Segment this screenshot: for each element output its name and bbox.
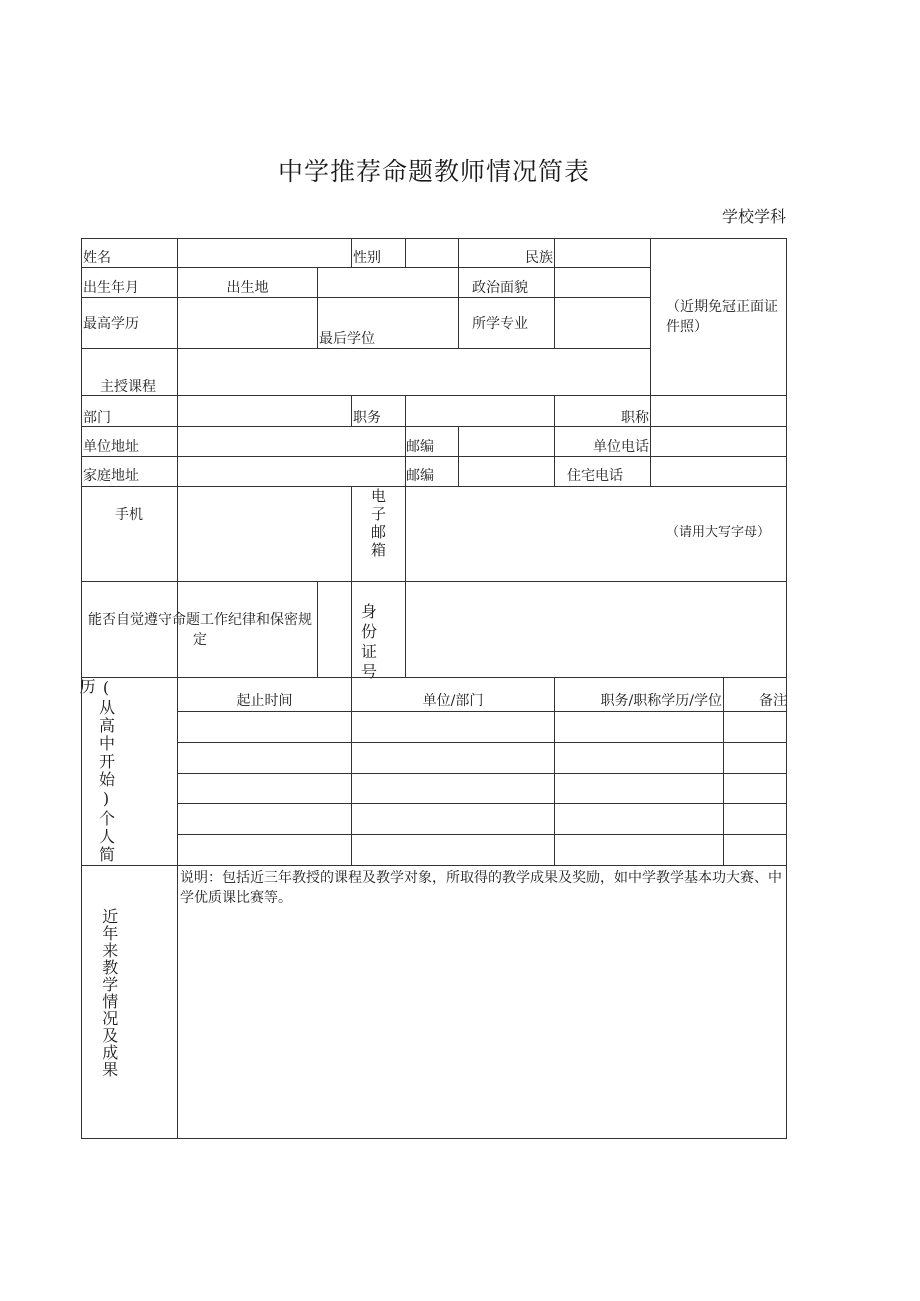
department-label: 部门	[83, 410, 111, 426]
gender-field[interactable]	[406, 239, 458, 268]
resume-header-period: 起止时间	[236, 693, 293, 709]
teaching-content-field[interactable]	[178, 912, 787, 1138]
home-phone-field[interactable]	[651, 457, 787, 486]
title-rank-field[interactable]	[651, 396, 787, 426]
id-number-field[interactable]	[406, 582, 787, 677]
political-status-field[interactable]	[555, 268, 650, 298]
home-address-field[interactable]	[178, 457, 405, 486]
birth-date-label: 出生年月	[83, 280, 139, 296]
resume-header-position: 职务/职称学历/学位	[600, 693, 722, 709]
mobile-label: 手机	[115, 507, 143, 523]
main-course-label: 主授课程	[100, 379, 156, 395]
discipline-answer-field[interactable]	[318, 582, 351, 677]
school-subject-label: 学校学科	[721, 207, 786, 226]
last-degree-label: 最后学位	[319, 331, 375, 347]
postcode-label-1: 邮编	[406, 439, 434, 455]
position-field[interactable]	[406, 396, 554, 426]
ethnicity-label: 民族	[525, 250, 553, 266]
resume-section-label: (从高中开始)个人简历	[77, 678, 116, 864]
page-title: 中学推荐命题教师情况简表	[277, 157, 590, 186]
main-course-field[interactable]	[178, 349, 650, 395]
gender-label: 性别	[353, 250, 381, 266]
home-address-label: 家庭地址	[83, 468, 139, 484]
email-note: （请用大写字母）	[666, 525, 771, 540]
postcode-field-2[interactable]	[459, 457, 554, 486]
resume-header-remarks: 备注	[759, 693, 787, 709]
department-field[interactable]	[178, 396, 351, 426]
resume-header-unit: 单位/部门	[422, 693, 484, 709]
postcode-label-2: 邮编	[406, 468, 434, 484]
education-field[interactable]	[178, 298, 317, 348]
ethnicity-field[interactable]	[555, 239, 650, 268]
name-label: 姓名	[83, 250, 111, 266]
postcode-field-1[interactable]	[459, 427, 554, 456]
table-row[interactable]	[178, 743, 787, 773]
title-rank-label: 职称	[621, 410, 649, 426]
table-row[interactable]	[178, 835, 787, 865]
education-label: 最高学历	[83, 316, 139, 332]
work-address-label: 单位地址	[83, 439, 139, 455]
position-label: 职务	[353, 410, 381, 426]
teaching-section-label: 近年来教学情况及成果	[99, 908, 119, 1078]
work-address-field[interactable]	[178, 427, 405, 456]
discipline-question-label: 能否自觉遵守命题工作纪律和保密规定	[88, 612, 312, 649]
work-phone-field[interactable]	[651, 427, 787, 456]
table-row[interactable]	[178, 804, 787, 834]
email-label: 电 子 邮 箱	[370, 487, 386, 559]
political-status-label: 政治面貌	[472, 280, 528, 296]
table-row[interactable]	[178, 774, 787, 803]
birthplace-field[interactable]	[318, 268, 458, 298]
mobile-field[interactable]	[178, 487, 351, 581]
table-row[interactable]	[178, 712, 787, 742]
photo-placeholder[interactable]: （近期免冠正面证件照）	[666, 299, 778, 336]
home-phone-label: 住宅电话	[567, 468, 623, 484]
birthplace-label: 出生地	[226, 280, 269, 296]
id-number-label: 身 份 证 号	[360, 602, 377, 681]
teaching-note: 说明：包括近三年教授的课程及教学对象，所取得的教学成果及奖励，如中学教学基本功大赛、中学优质课比赛等。	[180, 870, 782, 907]
name-field[interactable]	[178, 239, 351, 268]
work-phone-label: 单位电话	[593, 439, 649, 455]
major-label: 所学专业	[472, 316, 528, 332]
major-field[interactable]	[555, 298, 650, 348]
